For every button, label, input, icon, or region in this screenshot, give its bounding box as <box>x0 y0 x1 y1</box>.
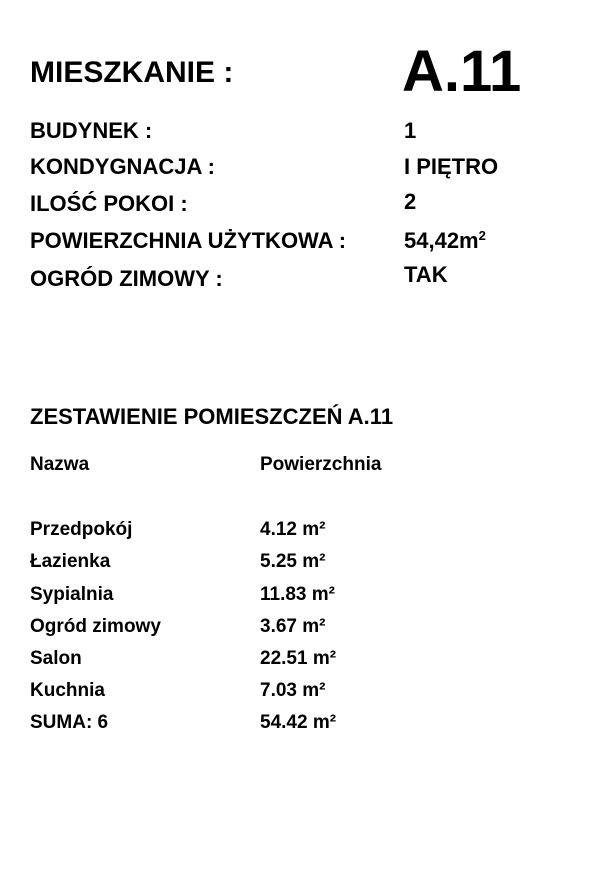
winter-garden-label: OGRÓD ZIMOWY : <box>30 266 223 291</box>
apartment-number: A.11 <box>402 39 522 104</box>
usable-area-number: 54,42m <box>404 228 479 253</box>
rooms-section-title: ZESTAWIENIE POMIESZCZEŃ A.11 <box>30 404 394 429</box>
building-label: BUDYNEK : <box>30 118 153 143</box>
total-label: SUMA: 6 <box>30 712 109 733</box>
usable-area-label: POWIERZCHNIA UŻYTKOWA : <box>30 228 347 253</box>
winter-garden-value: TAK <box>404 262 448 287</box>
column-header-name: Nazwa <box>30 454 90 475</box>
room-area: 5.25 m² <box>260 551 326 572</box>
room-name: Kuchnia <box>30 680 105 701</box>
usable-area-unit-superscript: 2 <box>478 228 486 243</box>
rooms-count-label: ILOŚĆ POKOI : <box>30 191 188 216</box>
room-name: Przedpokój <box>30 519 133 540</box>
floor-value: I PIĘTRO <box>404 154 499 179</box>
room-name: Sypialnia <box>30 584 114 605</box>
room-area: 3.67 m² <box>260 616 326 637</box>
apartment-label: MIESZKANIE : <box>30 56 234 89</box>
room-area: 22.51 m² <box>260 648 337 669</box>
room-name: Łazienka <box>30 551 111 572</box>
floor-label: KONDYGNACJA : <box>30 154 215 179</box>
room-area: 4.12 m² <box>260 519 326 540</box>
column-header-area: Powierzchnia <box>260 454 382 475</box>
usable-area-value <box>404 228 486 254</box>
room-area: 7.03 m² <box>260 680 326 701</box>
room-name: Ogród zimowy <box>30 616 161 637</box>
room-area: 11.83 m² <box>260 584 335 605</box>
room-name: Salon <box>30 648 82 669</box>
rooms-count-value: 2 <box>404 189 417 214</box>
building-value: 1 <box>404 118 417 143</box>
total-area: 54.42 m² <box>260 712 337 733</box>
